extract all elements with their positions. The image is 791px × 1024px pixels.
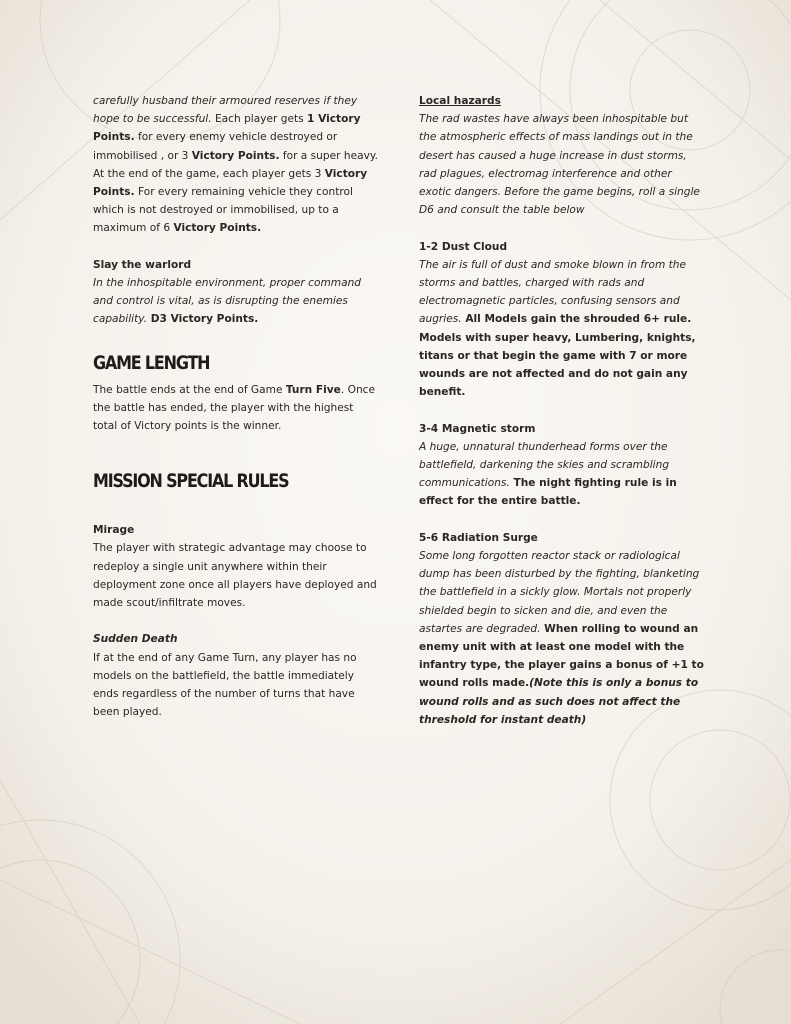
- local-hazards-text: The rad wastes have always been inhospitable but the atmospheric effects of mass landings out in the desert has caused a huge increase in dust storms, rad plagues, electromag interference and other exotic dangers. Before the game begins, roll a single D6 and consult the table below: [419, 113, 700, 217]
- dust-cloud-text: The air is full of dust and smoke blown in from the storms and battles, charged with rads and electromagnetic particles, confusing sensors and augries. All Models gain the shrouded 6+ rule. Models with super heavy, Lumbering, knights, titans or that begin the game with 7 or more wounds are not affected and do not gain any benefit.: [419, 258, 696, 399]
- slay-the-warlord-title: Slay the warlord: [93, 258, 192, 271]
- right-column: [419, 92, 704, 729]
- game-length-text: The battle ends at the end of Game Turn Five. Once the battle has ended, the player with the highest total of Victory points is the winner.: [93, 383, 376, 433]
- radiation-surge-text: Some long forgotten reactor stack or radiological dump has been disturbed by the fighting, blanketing the battlefield in a sickly glow. Mortals not properly shielded begin to sicken and die, and even the astartes are degraded. When rolling to wound an enemy unit with at least one model with the infantry type, the player gains a bonus of +1 to wound rolls made.(Note this is only a bonus to wound rolls and as such does not affect the threshold for instant death): [419, 550, 704, 726]
- mirage-title: Mirage: [93, 524, 135, 537]
- magnetic-storm-title: 3-4 Magnetic storm: [419, 422, 536, 435]
- mirage-text: The player with strategic advantage may choose to redeploy a single unit anywhere within their deployment zone once all players have deployed and made scout/infiltrate moves.: [93, 542, 377, 610]
- local-hazards-title: Local hazards: [419, 95, 501, 107]
- mission-special-rules-heading: MISSION SPECIAL RULES: [93, 470, 289, 493]
- left-column: [93, 92, 378, 721]
- game-length-heading: GAME LENGTH: [93, 351, 210, 374]
- victory-points-paragraph: carefully husband their armoured reserves if they hope to be successful. Each player gets 1 Victory Points. for every enemy vehicle destroyed or immobilised , or 3 Victory Points. for a super heavy. At the end of the game, each player gets 3 Victory Points. For every remaining vehicle they control which is not destroyed or immobilised, up to a maximum of 6 Victory Points.: [93, 95, 378, 235]
- dust-cloud-title: 1-2 Dust Cloud: [419, 240, 508, 253]
- slay-the-warlord-text: In the inhospitable environment, proper command and control is vital, as is disrupting the enemies capability. D3 Victory Points.: [93, 277, 362, 326]
- sudden-death-text: If at the end of any Game Turn, any player has no models on the battlefield, the battle immediately ends regardless of the number of turns that have been played.: [93, 651, 357, 719]
- radiation-surge-title: 5-6 Radiation Surge: [419, 531, 538, 544]
- magnetic-storm-text: A huge, unnatural thunderhead forms over the battlefield, darkening the skies and scrambling communications. The night fighting rule is in effect for the entire battle.: [419, 440, 677, 508]
- sudden-death-title: Sudden Death: [93, 633, 178, 646]
